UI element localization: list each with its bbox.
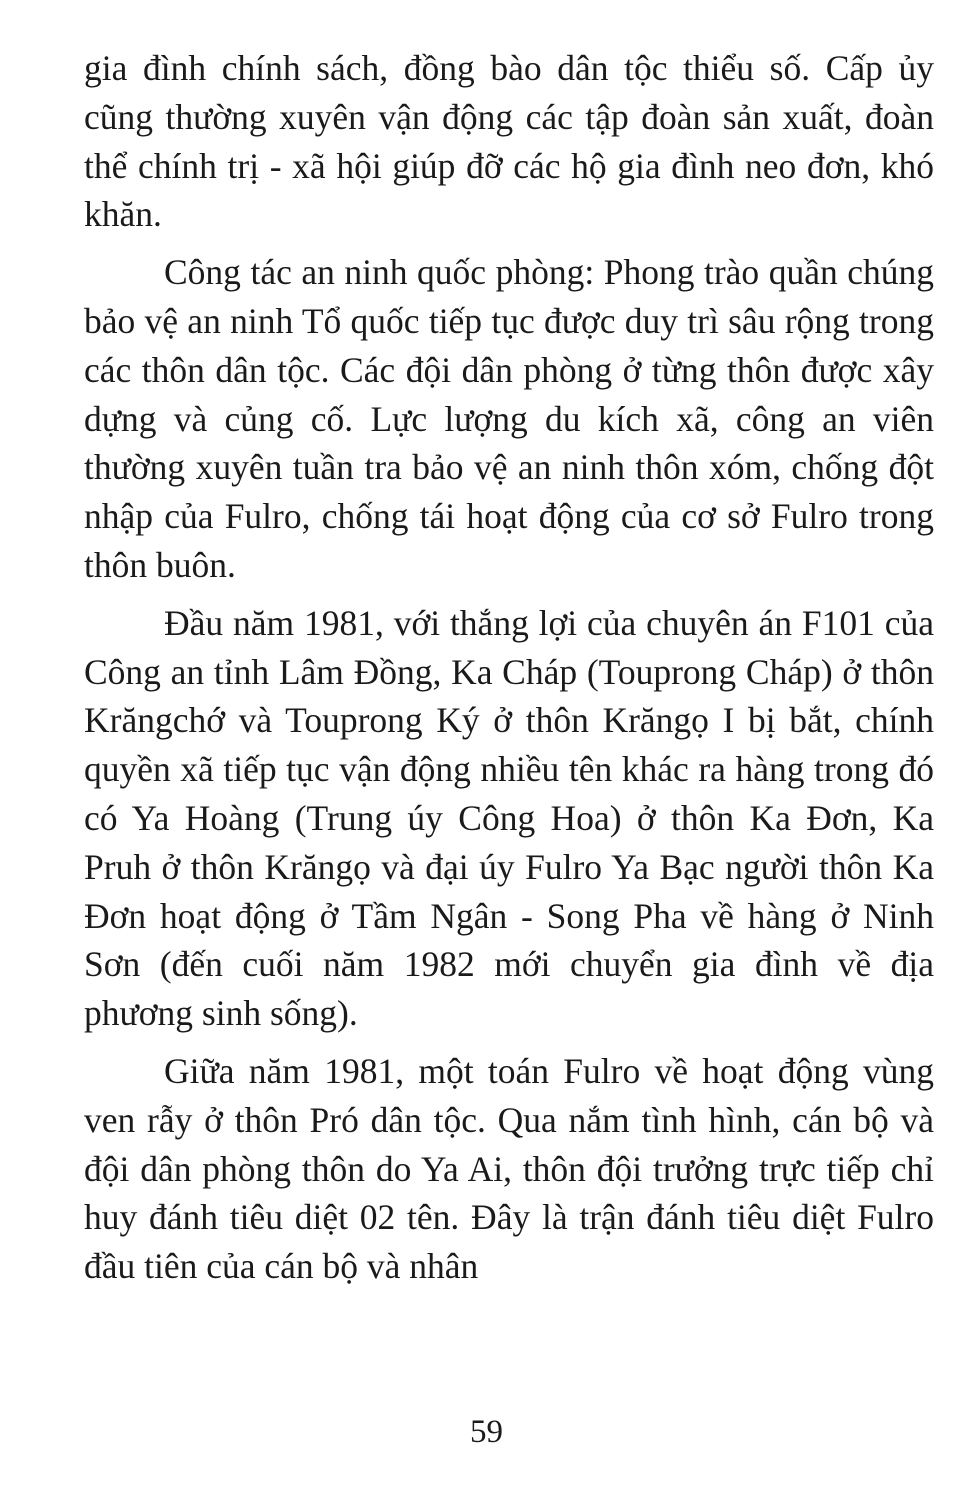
- body-text: [84, 44, 934, 1300]
- paragraph-3: Đầu năm 1981, với thắng lợi của chuyên án F101 của Công an tỉnh Lâm Đồng, Ka Cháp (Touprong Cháp) ở thôn Krăngchớ và Touprong Ký ở thôn Krăngọ I bị bắt, chính quyền xã tiếp tục vận động nhiều tên khác ra hàng trong đó có Ya Hoàng (Trung úy Công Hoa) ở thôn Ka Đơn, Ka Pruh ở thôn Krăngọ và đại úy Fulro Ya Bạc người thôn Ka Đơn hoạt động ở Tầm Ngân - Song Pha về hàng ở Ninh Sơn (đến cuối năm 1982 mới chuyển gia đình về địa phương sinh sống).: [84, 602, 934, 1034]
- paragraph-1: gia đình chính sách, đồng bào dân tộc thiểu số. Cấp ủy cũng thường xuyên vận động các tập đoàn sản xuất, đoàn thể chính trị - xã hội giúp đỡ các hộ gia đình neo đơn, khó khăn.: [84, 48, 934, 235]
- page-number: 59: [470, 1414, 503, 1450]
- paragraph-4: Giữa năm 1981, một toán Fulro về hoạt động vùng ven rẫy ở thôn Pró dân tộc. Qua nắm tình hình, cán bộ và đội dân phòng thôn do Ya Ai, thôn đội trưởng trực tiếp chỉ huy đánh tiêu diệt 02 tên. Đây là trận đánh tiêu diệt Fulro đầu tiên của cán bộ và nhân: [84, 1050, 934, 1287]
- paragraph-2: Công tác an ninh quốc phòng: Phong trào quần chúng bảo vệ an ninh Tổ quốc tiếp tục được duy trì sâu rộng trong các thôn dân tộc. Các đội dân phòng ở từng thôn được xây dựng và củng cố. Lực lượng du kích xã, công an viên thường xuyên tuần tra bảo vệ an ninh thôn xóm, chống đột nhập của Fulro, chống tái hoạt động của cơ sở Fulro trong thôn buôn.: [84, 252, 934, 585]
